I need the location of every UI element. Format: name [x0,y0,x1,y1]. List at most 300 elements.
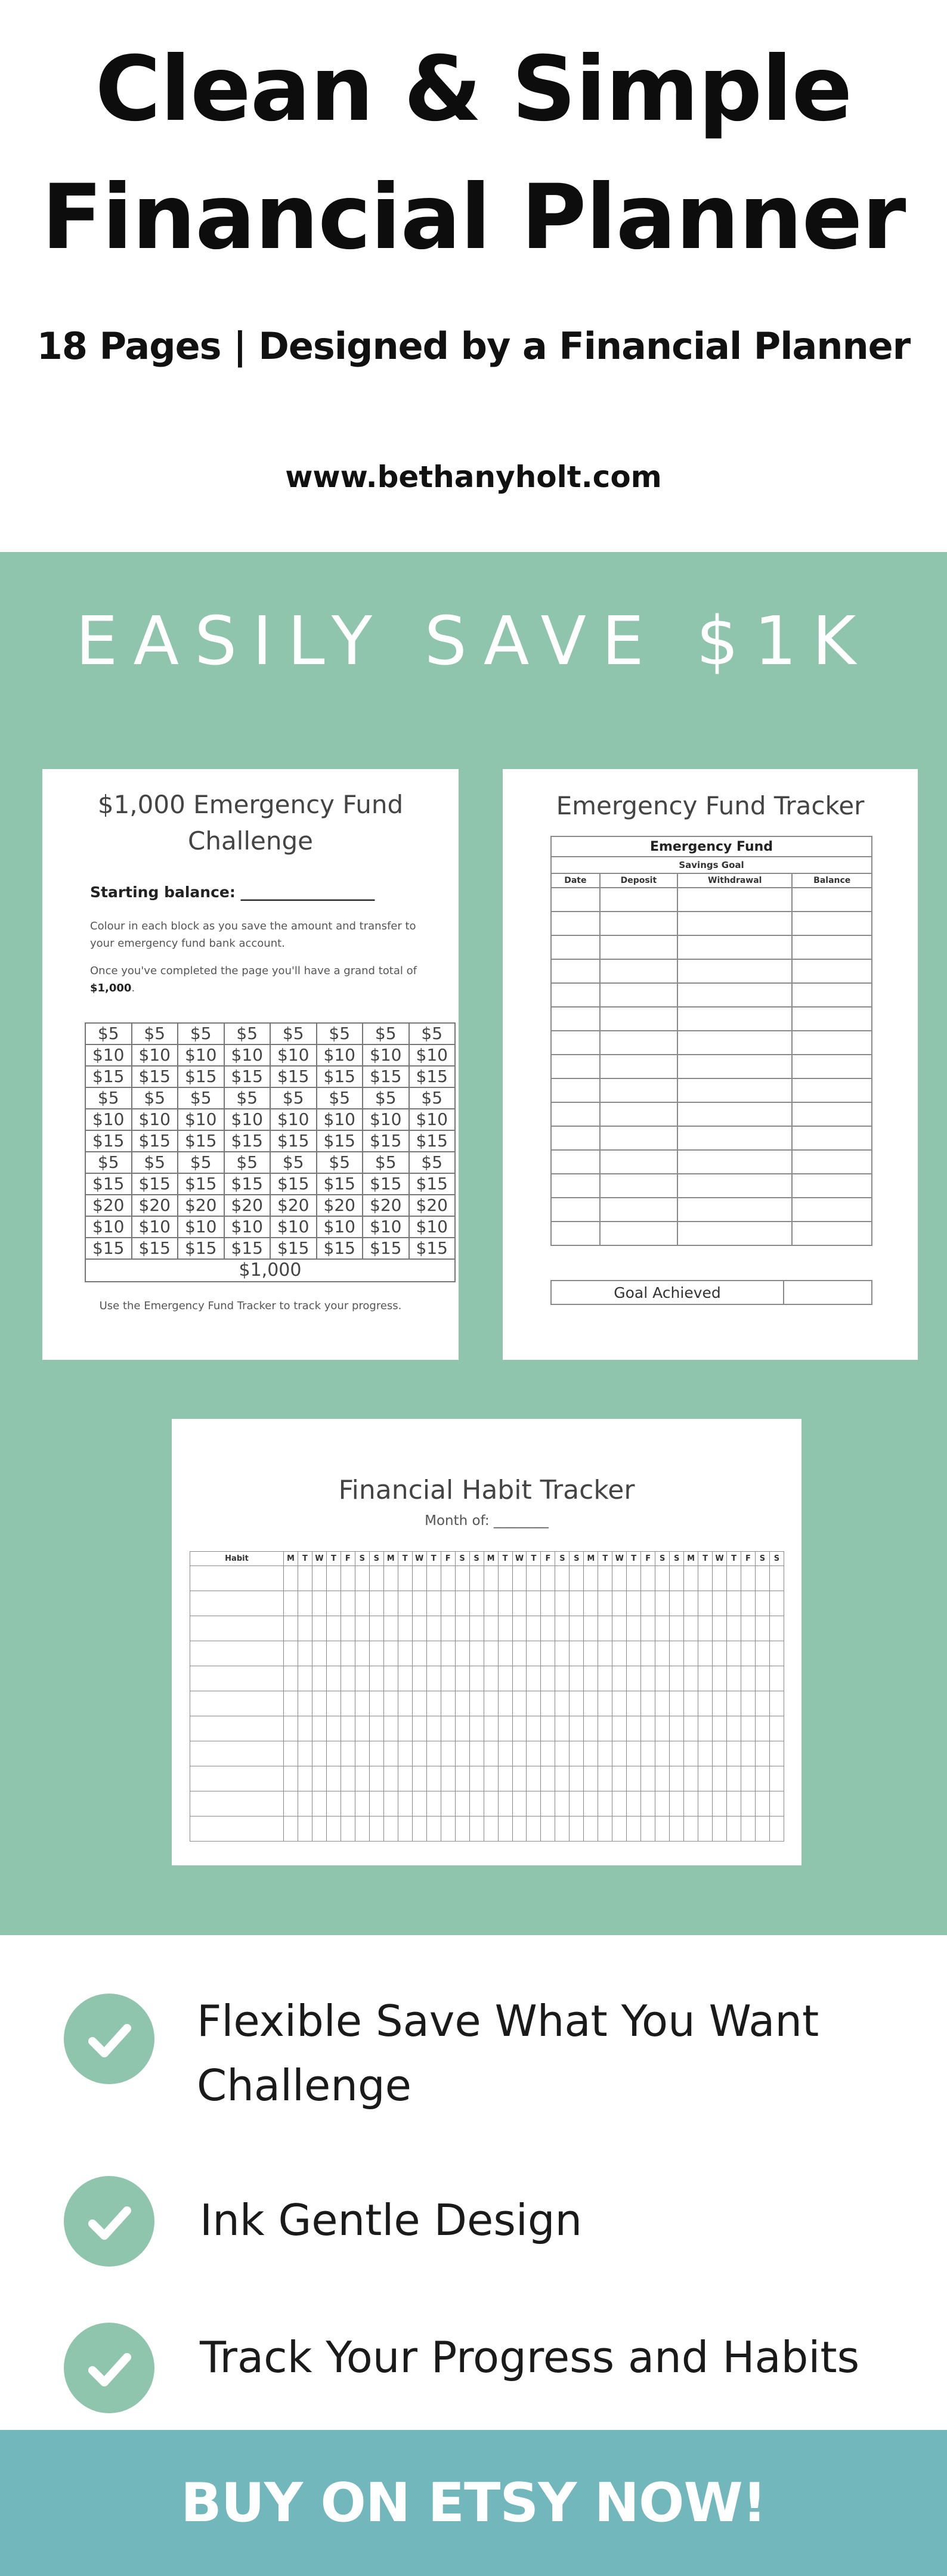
habit-day-cell [512,1791,527,1816]
habit-day-cell [727,1591,741,1616]
habit-day-cell [341,1566,355,1591]
habit-day-cell [584,1741,598,1766]
savings-block: $5 [178,1152,224,1173]
habit-day-cell [555,1741,570,1766]
habit-day-cell [355,1716,369,1741]
habit-day-cell [383,1666,398,1691]
habit-day-cell [512,1766,527,1791]
habit-day-cell [341,1591,355,1616]
savings-block: $20 [178,1195,224,1216]
habit-day-cell [426,1791,441,1816]
habit-day-cell [326,1641,341,1666]
habit-day-cell [755,1816,769,1842]
habit-day-cell [684,1716,698,1741]
habit-name-cell [190,1716,284,1741]
tracker-cell [792,1055,872,1078]
habit-day-cell [469,1616,484,1641]
habit-day-cell [570,1741,584,1766]
habit-day-cell [627,1566,641,1591]
habit-day-cell [670,1816,684,1842]
buy-on-etsy-button[interactable] [0,2430,947,2576]
habit-day-cell [713,1566,727,1591]
habit-day-cell [498,1816,512,1842]
habit-day-cell [498,1641,512,1666]
habit-day-cell [670,1791,684,1816]
habit-day-cell [398,1791,412,1816]
tracker-cell [677,983,792,1007]
tracker-row [551,935,872,959]
habit-day-cell [369,1791,383,1816]
habit-day-cell [641,1741,655,1766]
habit-day-cell [426,1641,441,1666]
habit-day-cell [627,1641,641,1666]
habit-day-cell [727,1616,741,1641]
tracker-cell [677,1150,792,1174]
savings-block: $15 [178,1066,224,1087]
savings-block: $5 [270,1152,317,1173]
habit-row [190,1591,784,1616]
column-header: Balance [792,873,872,888]
habit-day-cell [341,1791,355,1816]
tracker-cell [551,888,600,912]
tracker-cell [792,1126,872,1150]
feature-text: Flexible Save What You Want Challenge [197,1996,819,2110]
savings-block: $15 [85,1173,132,1195]
savings-block: $5 [409,1152,456,1173]
habit-day-cell [312,1766,326,1791]
habit-day-cell [570,1616,584,1641]
tracker-cell [600,1055,677,1078]
habit-day-cell [426,1691,441,1716]
habit-day-cell [584,1616,598,1641]
habit-day-cell [484,1741,498,1766]
habit-day-cell [727,1566,741,1591]
habit-name-cell [190,1566,284,1591]
habit-day-cell [383,1741,398,1766]
habit-day-cell [527,1591,541,1616]
habit-day-cell [484,1566,498,1591]
emergency-fund-table [550,836,872,1246]
habit-day-cell [469,1741,484,1766]
savings-block: $15 [270,1173,317,1195]
habit-day-cell [713,1816,727,1842]
habit-day-cell [555,1716,570,1741]
habit-day-cell [355,1566,369,1591]
habit-day-cell [326,1791,341,1816]
habit-day-cell [755,1641,769,1666]
column-header: Withdrawal [677,873,792,888]
habit-day-cell [341,1816,355,1842]
habit-table [190,1551,784,1842]
day-column-header: T [598,1552,612,1566]
habit-day-cell [484,1616,498,1641]
habit-day-cell [284,1641,298,1666]
savings-block: $10 [270,1044,317,1066]
habit-day-cell [741,1566,756,1591]
habit-day-cell [541,1741,555,1766]
habit-day-cell [541,1666,555,1691]
day-column-header: S [769,1552,784,1566]
habit-day-cell [284,1791,298,1816]
habit-day-cell [469,1641,484,1666]
check-icon [64,2176,154,2267]
habit-day-cell [655,1766,670,1791]
habit-day-cell [655,1641,670,1666]
habit-day-cell [326,1716,341,1741]
day-column-header: S [369,1552,383,1566]
habit-day-cell [555,1691,570,1716]
habit-day-cell [727,1716,741,1741]
tracker-cell [600,1222,677,1245]
tracker-cell [792,959,872,983]
tracker-cell [600,1198,677,1222]
habit-day-cell [284,1716,298,1741]
habit-day-cell [698,1766,713,1791]
habit-name-cell [190,1741,284,1766]
habit-day-cell [412,1616,426,1641]
savings-block: $5 [85,1152,132,1173]
habit-day-cell [369,1741,383,1766]
habit-day-cell [655,1591,670,1616]
habit-day-cell [741,1641,756,1666]
habit-day-cell [369,1591,383,1616]
habit-day-cell [612,1591,627,1616]
habit-day-cell [755,1666,769,1691]
habit-row [190,1766,784,1791]
savings-block: $15 [224,1238,271,1259]
savings-block: $10 [317,1109,363,1130]
habit-day-cell [527,1716,541,1741]
savings-grid-row [85,1130,455,1152]
tracker-cell [677,888,792,912]
savings-block: $15 [409,1130,456,1152]
habit-day-cell [641,1816,655,1842]
savings-block: $15 [317,1173,363,1195]
habit-day-cell [698,1791,713,1816]
savings-grid-row [85,1152,455,1173]
habit-day-cell [455,1816,469,1842]
goal-achieved-cell [784,1281,872,1304]
savings-grid-row [85,1087,455,1109]
habit-day-cell [326,1741,341,1766]
habit-day-cell [341,1741,355,1766]
tracker-cell [677,912,792,935]
habit-row [190,1616,784,1641]
day-column-header: S [555,1552,570,1566]
day-column-header: T [398,1552,412,1566]
tracker-cell [551,912,600,935]
tracker-cell [600,1007,677,1031]
habit-day-cell [670,1666,684,1691]
habit-day-cell [541,1766,555,1791]
habit-day-cell [727,1791,741,1816]
habit-day-cell [755,1616,769,1641]
habit-day-cell [412,1666,426,1691]
habit-day-cell [584,1691,598,1716]
habit-day-cell [698,1616,713,1641]
tracker-cell [600,1031,677,1055]
habit-day-cell [612,1791,627,1816]
day-column-header: S [455,1552,469,1566]
challenge-instruction: Colour in each block as you save the amount and transfer to your emergency fund bank account. [90,920,416,950]
tracker-row [551,1222,872,1245]
habit-day-cell [512,1716,527,1741]
habit-day-cell [555,1666,570,1691]
habit-day-cell [426,1741,441,1766]
habit-day-cell [755,1566,769,1591]
tracker-cell [600,1102,677,1126]
habit-day-cell [641,1616,655,1641]
habit-day-cell [383,1591,398,1616]
day-column-header: T [426,1552,441,1566]
habit-day-cell [298,1616,312,1641]
savings-block: $10 [85,1044,132,1066]
tracker-row [551,888,872,912]
savings-grid-row [85,1023,455,1044]
tracker-cell [600,888,677,912]
habit-day-cell [341,1691,355,1716]
day-column-header: S [355,1552,369,1566]
habit-day-cell [727,1691,741,1716]
day-column-header: T [698,1552,713,1566]
tracker-cell [677,1198,792,1222]
habit-day-cell [641,1691,655,1716]
habit-day-cell [684,1641,698,1666]
habit-day-cell [369,1616,383,1641]
habit-day-cell [570,1566,584,1591]
habit-day-cell [412,1641,426,1666]
savings-block: $10 [85,1109,132,1130]
habit-day-cell [584,1816,598,1842]
habit-day-cell [484,1766,498,1791]
habit-day-cell [684,1691,698,1716]
savings-block: $15 [409,1238,456,1259]
habit-day-cell [698,1716,713,1741]
day-column-header: S [755,1552,769,1566]
tracker-cell [551,1150,600,1174]
savings-block: $15 [132,1238,178,1259]
habit-day-cell [655,1566,670,1591]
habit-day-cell [713,1791,727,1816]
habit-day-cell [498,1666,512,1691]
habit-day-cell [627,1666,641,1691]
habit-day-cell [469,1591,484,1616]
savings-grid-row [85,1066,455,1087]
habit-day-cell [426,1716,441,1741]
savings-block: $5 [409,1023,456,1044]
savings-block: $10 [178,1216,224,1238]
habit-day-cell [469,1791,484,1816]
habit-day-cell [598,1591,612,1616]
savings-block: $5 [132,1023,178,1044]
habit-day-cell [713,1641,727,1666]
tracker-cell [677,1222,792,1245]
tracker-cell [551,1031,600,1055]
savings-block: $15 [85,1130,132,1152]
habit-day-cell [284,1666,298,1691]
savings-block: $5 [224,1023,271,1044]
habit-day-cell [512,1816,527,1842]
habit-day-cell [598,1666,612,1691]
habit-day-cell [769,1591,784,1616]
total-note-suffix: . [131,981,135,994]
habit-day-cell [612,1566,627,1591]
savings-block: $15 [178,1173,224,1195]
habit-name-cell [190,1666,284,1691]
habit-day-cell [598,1816,612,1842]
habit-day-cell [512,1741,527,1766]
habit-day-cell [469,1666,484,1691]
website-link[interactable]: www.bethanyholt.com [285,460,662,494]
goal-achieved-label: Goal Achieved [551,1281,784,1304]
habit-name-cell [190,1766,284,1791]
tracker-cell [551,1102,600,1126]
habit-day-cell [355,1616,369,1641]
habit-day-cell [383,1641,398,1666]
habit-day-cell [498,1741,512,1766]
month-of-label: Month of: ________ [425,1513,549,1529]
habit-day-cell [627,1766,641,1791]
habit-day-cell [741,1616,756,1641]
tracker-cell [551,983,600,1007]
habit-day-cell [298,1816,312,1842]
habit-day-cell [755,1766,769,1791]
habit-day-cell [355,1791,369,1816]
savings-block: $15 [317,1238,363,1259]
habit-day-cell [455,1741,469,1766]
habit-day-cell [355,1666,369,1691]
day-column-header: S [655,1552,670,1566]
habit-day-cell [398,1716,412,1741]
habit-day-cell [383,1716,398,1741]
habit-day-cell [512,1641,527,1666]
habit-day-cell [627,1741,641,1766]
day-column-header: W [312,1552,326,1566]
habit-day-cell [713,1716,727,1741]
habit-day-cell [555,1791,570,1816]
savings-block: $15 [363,1173,409,1195]
habit-day-cell [312,1566,326,1591]
habit-day-cell [369,1641,383,1666]
feature-text: Track Your Progress and Habits [200,2332,860,2382]
savings-block: $15 [85,1238,132,1259]
page-subtitle: 18 Pages | Designed by a Financial Planner [36,324,911,368]
habit-day-cell [398,1741,412,1766]
tracker-row [551,912,872,935]
habit-day-cell [769,1791,784,1816]
habit-day-cell [298,1716,312,1741]
challenge-sheet-title: $1,000 Emergency Fund Challenge [97,790,404,855]
habit-day-cell [398,1766,412,1791]
day-column-header: W [612,1552,627,1566]
habit-day-cell [727,1741,741,1766]
habit-day-cell [527,1641,541,1666]
habit-day-cell [541,1616,555,1641]
savings-block: $15 [224,1130,271,1152]
savings-goal-row: Savings Goal [551,857,872,873]
habit-day-cell [455,1691,469,1716]
savings-block: $10 [363,1044,409,1066]
savings-block: $15 [178,1130,224,1152]
tracker-cell [792,1078,872,1102]
habit-name-cell [190,1691,284,1716]
savings-grid-row [85,1238,455,1259]
savings-block: $10 [409,1109,456,1130]
habit-day-cell [369,1766,383,1791]
habit-day-cell [741,1591,756,1616]
check-icon [64,2323,154,2413]
habit-day-cell [441,1641,455,1666]
savings-block: $10 [317,1044,363,1066]
habit-day-cell [369,1691,383,1716]
habit-day-cell [426,1816,441,1842]
savings-block: $5 [317,1023,363,1044]
tracker-cell [677,1055,792,1078]
habit-day-cell [284,1616,298,1641]
savings-block: $10 [224,1216,271,1238]
habit-day-cell [326,1591,341,1616]
habit-day-cell [298,1691,312,1716]
day-column-header: M [584,1552,598,1566]
habit-day-cell [326,1766,341,1791]
savings-block: $20 [85,1195,132,1216]
tracker-row [551,1174,872,1198]
habit-day-cell [412,1591,426,1616]
habit-day-cell [598,1616,612,1641]
savings-block: $10 [363,1109,409,1130]
habit-day-cell [426,1616,441,1641]
habit-day-cell [670,1716,684,1741]
habit-day-cell [284,1766,298,1791]
habit-day-cell [741,1741,756,1766]
habit-name-cell [190,1641,284,1666]
habit-day-cell [684,1741,698,1766]
savings-block: $5 [85,1023,132,1044]
habit-header-row [190,1552,784,1566]
day-column-header: F [341,1552,355,1566]
habit-column-header: Habit [190,1552,284,1566]
habit-day-cell [298,1766,312,1791]
savings-grid-row [85,1195,455,1216]
column-header: Deposit [600,873,677,888]
habit-day-cell [598,1716,612,1741]
habit-day-cell [298,1741,312,1766]
savings-block: $15 [409,1173,456,1195]
habit-day-cell [441,1691,455,1716]
savings-block: $10 [409,1216,456,1238]
habit-day-cell [612,1816,627,1842]
habit-day-cell [598,1566,612,1591]
habit-day-cell [541,1716,555,1741]
habit-day-cell [627,1816,641,1842]
habit-day-cell [498,1716,512,1741]
habit-day-cell [484,1816,498,1842]
savings-block: $10 [178,1109,224,1130]
band-heading: EASILY SAVE $1K [75,603,872,680]
savings-block: $20 [132,1195,178,1216]
habit-day-cell [627,1591,641,1616]
habit-day-cell [455,1616,469,1641]
habit-day-cell [398,1591,412,1616]
habit-day-cell [455,1566,469,1591]
habit-day-cell [369,1666,383,1691]
habit-day-cell [641,1791,655,1816]
habit-row [190,1791,784,1816]
tracker-cell [551,1126,600,1150]
tracker-sheet-preview [503,769,918,1360]
habit-day-cell [341,1716,355,1741]
habit-day-cell [469,1766,484,1791]
